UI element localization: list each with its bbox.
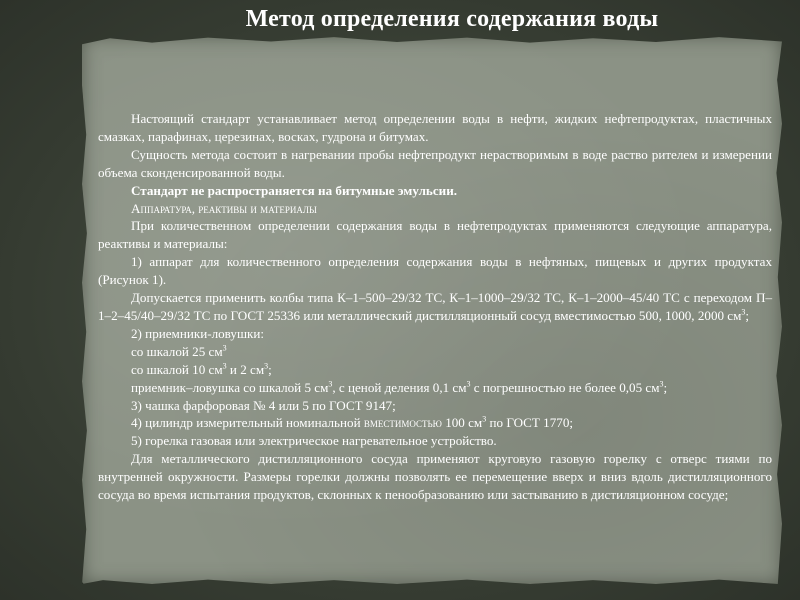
list-item-scale-10 bbox=[98, 361, 772, 379]
superscript: 3 bbox=[222, 343, 227, 353]
receiver-error-text: с погрешностью не более 0,05 см bbox=[470, 379, 660, 395]
receiver-5-text: приемник–ловушка со шкалой 5 см bbox=[131, 379, 329, 395]
list-item-receivers: 2) приемники-ловушки: bbox=[131, 325, 265, 341]
superscript: 3 bbox=[264, 361, 269, 371]
paragraph-flasks-text: Допускается применить колбы типа К–1–500–29/32 ТС, К–1–1000–29/32 ТС, К–1–2000–45/40 ТС с переходом П–1–2–45/40–29/32 ТС по ГОСТ 25336 или металлический дистилляционный сосуд вместимостью 500, 1000, 2000 см bbox=[98, 290, 772, 323]
cylinder-standard-text: по ГОСТ 1770; bbox=[486, 415, 574, 431]
superscript: 3 bbox=[741, 307, 746, 317]
superscript: 3 bbox=[222, 361, 227, 371]
punctuation: ; bbox=[268, 361, 272, 377]
paragraph-flasks bbox=[98, 289, 772, 325]
receiver-division-text: , с ценой деления 0,1 см bbox=[332, 379, 467, 395]
cylinder-text: 4) цилиндр измерительный номинальной bbox=[131, 415, 364, 431]
section-heading-apparatus: Аппаратура, реактивы и материалы bbox=[131, 200, 317, 216]
list-item-apparatus: 1) аппарат для количественного определения содержания воды в нефтяных, пищевых и других продуктах (Рисунок 1). bbox=[98, 254, 772, 288]
paragraph-scope: Настоящий стандарт устанавливает метод определении воды в нефти, жидких нефтепродуктах, пластичных смазках, парафинах, церезинах, восках, гудрона и битумах. bbox=[98, 111, 772, 144]
paragraph-apparatus-intro: При количественном определении содержания воды в нефтепродуктах применяются следующие аппаратура, реактивы и материалы: bbox=[98, 218, 772, 252]
punctuation: ; bbox=[663, 379, 668, 395]
superscript: 3 bbox=[466, 379, 471, 389]
list-item-porcelain-cup: 3) чашка фарфоровая № 4 или 5 по ГОСТ 9147; bbox=[131, 397, 396, 413]
slide-title bbox=[0, 6, 800, 33]
list-item-scale-25 bbox=[98, 343, 772, 361]
slide-title-text: Метод определения содержания воды bbox=[245, 6, 659, 32]
superscript: 3 bbox=[482, 415, 487, 425]
paragraph-exclusion: Стандарт не распространяется на битумные эмульсии. bbox=[131, 182, 458, 198]
scale-2-text: и 2 см bbox=[226, 361, 265, 377]
list-item-cylinder bbox=[98, 414, 772, 432]
superscript: 3 bbox=[659, 379, 664, 389]
cylinder-capacity-word: вместимостью bbox=[363, 415, 442, 431]
list-item-receiver-5 bbox=[98, 379, 772, 397]
scale-10-text: со шкалой 10 см bbox=[131, 361, 223, 377]
punctuation: ; bbox=[745, 307, 750, 323]
list-item-burner: 5) горелка газовая или электрическое нагревательное устройство. bbox=[131, 433, 497, 449]
superscript: 3 bbox=[328, 379, 333, 389]
paragraph-method-essence: Сущность метода состоит в нагревании пробы нефтепродукт нерастворимым в воде раство рителем и измерении объема сконденсированной воды. bbox=[98, 146, 772, 180]
cylinder-volume-text: 100 см bbox=[441, 415, 483, 431]
scale-25-text: со шкалой 25 см bbox=[131, 343, 223, 359]
document-body bbox=[98, 110, 772, 504]
paragraph-burner-details: Для металлического дистилляционного сосуда применяют круговую газовую горелку с отверс тиями по внутренней окружности. Размеры горелки должны позволять ее перемещение вверх и вниз вдоль дистилляционного сосуда во время испытания продуктов, склонных к пенообразованию или застыванию в дистиляционном сосуде; bbox=[98, 451, 772, 503]
